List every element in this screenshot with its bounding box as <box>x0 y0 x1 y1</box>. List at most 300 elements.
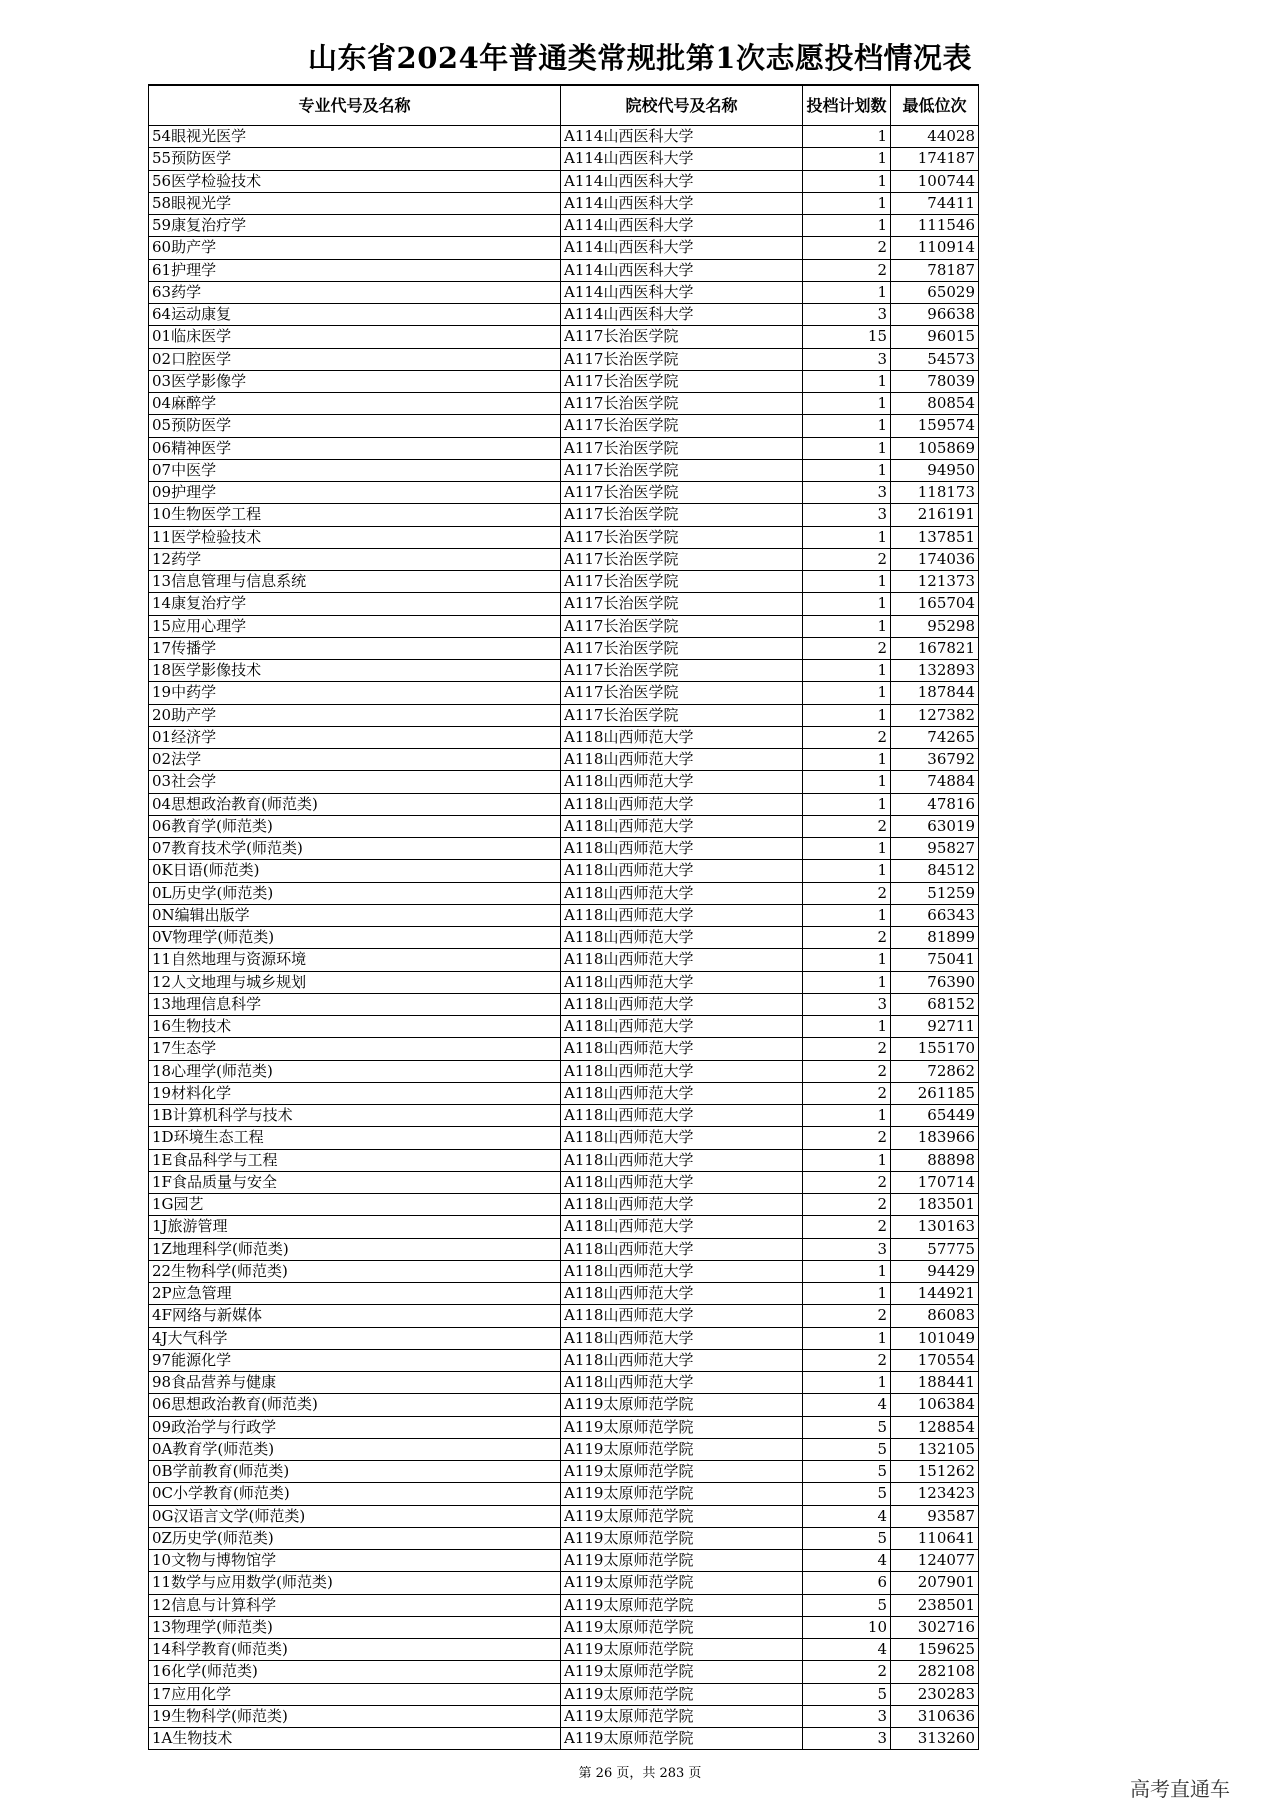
cell-major: 22生物科学(师范类) <box>149 1260 561 1282</box>
table-row <box>149 1705 979 1727</box>
cell-plan: 2 <box>803 548 891 570</box>
cell-rank: 84512 <box>891 860 979 882</box>
cell-school: A118山西师范大学 <box>561 1171 803 1193</box>
cell-rank: 81899 <box>891 927 979 949</box>
cell-plan: 1 <box>803 415 891 437</box>
cell-school: A119太原师范学院 <box>561 1616 803 1638</box>
table-row <box>149 1416 979 1438</box>
cell-major: 14科学教育(师范类) <box>149 1639 561 1661</box>
cell-rank: 65029 <box>891 281 979 303</box>
cell-school: A118山西师范大学 <box>561 860 803 882</box>
table-header-row <box>149 85 979 126</box>
cell-plan: 2 <box>803 259 891 281</box>
cell-plan: 1 <box>803 1149 891 1171</box>
cell-major: 0G汉语言文学(师范类) <box>149 1505 561 1527</box>
cell-school: A118山西师范大学 <box>561 904 803 926</box>
cell-plan: 2 <box>803 927 891 949</box>
cell-school: A118山西师范大学 <box>561 1127 803 1149</box>
cell-plan: 3 <box>803 993 891 1015</box>
cell-rank: 78187 <box>891 259 979 281</box>
table-row <box>149 704 979 726</box>
table-row <box>149 726 979 748</box>
table-row <box>149 393 979 415</box>
table-row <box>149 504 979 526</box>
table-row <box>149 593 979 615</box>
cell-major: 1G园艺 <box>149 1194 561 1216</box>
cell-major: 02法学 <box>149 749 561 771</box>
cell-school: A118山西师范大学 <box>561 1283 803 1305</box>
cell-plan: 2 <box>803 882 891 904</box>
table-row <box>149 1349 979 1371</box>
cell-plan: 1 <box>803 904 891 926</box>
cell-school: A119太原师范学院 <box>561 1461 803 1483</box>
cell-plan: 1 <box>803 1105 891 1127</box>
table-row <box>149 259 979 281</box>
table-row <box>149 326 979 348</box>
cell-major: 11自然地理与资源环境 <box>149 949 561 971</box>
cell-rank: 170554 <box>891 1349 979 1371</box>
cell-major: 56医学检验技术 <box>149 170 561 192</box>
cell-rank: 51259 <box>891 882 979 904</box>
table-row <box>149 526 979 548</box>
table-row <box>149 1305 979 1327</box>
page-footer: 第 26 页，共 283 页 <box>578 1766 702 1781</box>
cell-rank: 127382 <box>891 704 979 726</box>
cell-plan: 1 <box>803 615 891 637</box>
cell-rank: 74411 <box>891 192 979 214</box>
cell-major: 02口腔医学 <box>149 348 561 370</box>
table-row <box>149 971 979 993</box>
cell-plan: 10 <box>803 1616 891 1638</box>
cell-plan: 5 <box>803 1683 891 1705</box>
cell-rank: 44028 <box>891 126 979 148</box>
cell-major: 1J旅游管理 <box>149 1216 561 1238</box>
cell-school: A117长治医学院 <box>561 571 803 593</box>
cell-plan: 3 <box>803 1705 891 1727</box>
cell-rank: 183501 <box>891 1194 979 1216</box>
cell-rank: 47816 <box>891 793 979 815</box>
cell-plan: 1 <box>803 838 891 860</box>
cell-rank: 207901 <box>891 1572 979 1594</box>
cell-major: 63药学 <box>149 281 561 303</box>
table-row <box>149 1461 979 1483</box>
cell-school: A119太原师范学院 <box>561 1639 803 1661</box>
cell-major: 15应用心理学 <box>149 615 561 637</box>
cell-major: 14康复治疗学 <box>149 593 561 615</box>
cell-plan: 15 <box>803 326 891 348</box>
cell-major: 18心理学(师范类) <box>149 1060 561 1082</box>
cell-school: A119太原师范学院 <box>561 1683 803 1705</box>
cell-rank: 238501 <box>891 1594 979 1616</box>
header-rank: 最低位次 <box>891 85 979 126</box>
cell-school: A119太原师范学院 <box>561 1728 803 1750</box>
cell-major: 1B计算机科学与技术 <box>149 1105 561 1127</box>
cell-rank: 93587 <box>891 1505 979 1527</box>
cell-plan: 1 <box>803 1016 891 1038</box>
cell-rank: 167821 <box>891 637 979 659</box>
cell-major: 54眼视光医学 <box>149 126 561 148</box>
cell-major: 0V物理学(师范类) <box>149 927 561 949</box>
cell-school: A118山西师范大学 <box>561 1194 803 1216</box>
cell-plan: 4 <box>803 1639 891 1661</box>
cell-major: 12人文地理与城乡规划 <box>149 971 561 993</box>
cell-plan: 3 <box>803 304 891 326</box>
cell-major: 01经济学 <box>149 726 561 748</box>
cell-rank: 86083 <box>891 1305 979 1327</box>
table-body <box>149 126 979 1750</box>
cell-plan: 4 <box>803 1394 891 1416</box>
table-row <box>149 1639 979 1661</box>
cell-plan: 1 <box>803 860 891 882</box>
table-row <box>149 1594 979 1616</box>
cell-plan: 1 <box>803 370 891 392</box>
table-row <box>149 1438 979 1460</box>
cell-plan: 1 <box>803 459 891 481</box>
cell-major: 59康复治疗学 <box>149 215 561 237</box>
cell-major: 19材料化学 <box>149 1082 561 1104</box>
cell-major: 4F网络与新媒体 <box>149 1305 561 1327</box>
cell-plan: 2 <box>803 815 891 837</box>
cell-school: A119太原师范学院 <box>561 1394 803 1416</box>
cell-plan: 2 <box>803 1305 891 1327</box>
cell-school: A119太原师范学院 <box>561 1527 803 1549</box>
cell-plan: 2 <box>803 1060 891 1082</box>
table-row <box>149 1728 979 1750</box>
cell-rank: 94429 <box>891 1260 979 1282</box>
cell-rank: 302716 <box>891 1616 979 1638</box>
cell-school: A117长治医学院 <box>561 526 803 548</box>
cell-plan: 4 <box>803 1550 891 1572</box>
cell-major: 13地理信息科学 <box>149 993 561 1015</box>
cell-school: A118山西师范大学 <box>561 927 803 949</box>
cell-school: A117长治医学院 <box>561 615 803 637</box>
table-row <box>149 1149 979 1171</box>
cell-rank: 88898 <box>891 1149 979 1171</box>
cell-major: 03医学影像学 <box>149 370 561 392</box>
cell-rank: 187844 <box>891 682 979 704</box>
cell-major: 06思想政治教育(师范类) <box>149 1394 561 1416</box>
cell-plan: 3 <box>803 482 891 504</box>
cell-rank: 124077 <box>891 1550 979 1572</box>
cell-major: 11医学检验技术 <box>149 526 561 548</box>
cell-plan: 2 <box>803 1127 891 1149</box>
cell-major: 60助产学 <box>149 237 561 259</box>
table-row <box>149 615 979 637</box>
table-row <box>149 793 979 815</box>
cell-plan: 2 <box>803 1661 891 1683</box>
cell-plan: 1 <box>803 793 891 815</box>
cell-plan: 1 <box>803 971 891 993</box>
cell-plan: 5 <box>803 1594 891 1616</box>
cell-school: A119太原师范学院 <box>561 1594 803 1616</box>
table-row <box>149 281 979 303</box>
table-row <box>149 1060 979 1082</box>
cell-plan: 2 <box>803 1216 891 1238</box>
cell-major: 10文物与博物馆学 <box>149 1550 561 1572</box>
table-row <box>149 482 979 504</box>
table-row <box>149 1616 979 1638</box>
cell-plan: 1 <box>803 281 891 303</box>
cell-major: 55预防医学 <box>149 148 561 170</box>
cell-major: 61护理学 <box>149 259 561 281</box>
cell-major: 58眼视光学 <box>149 192 561 214</box>
header-major: 专业代号及名称 <box>149 85 561 126</box>
cell-school: A117长治医学院 <box>561 437 803 459</box>
cell-major: 18医学影像技术 <box>149 660 561 682</box>
cell-rank: 76390 <box>891 971 979 993</box>
table-row <box>149 1572 979 1594</box>
cell-school: A117长治医学院 <box>561 459 803 481</box>
cell-rank: 118173 <box>891 482 979 504</box>
cell-plan: 1 <box>803 660 891 682</box>
table-row <box>149 126 979 148</box>
cell-school: A119太原师范学院 <box>561 1416 803 1438</box>
table-row <box>149 548 979 570</box>
table-row <box>149 749 979 771</box>
cell-rank: 96638 <box>891 304 979 326</box>
cell-school: A118山西师范大学 <box>561 815 803 837</box>
cell-major: 06精神医学 <box>149 437 561 459</box>
cell-plan: 1 <box>803 1283 891 1305</box>
cell-rank: 96015 <box>891 326 979 348</box>
cell-major: 97能源化学 <box>149 1349 561 1371</box>
cell-school: A119太原师范学院 <box>561 1661 803 1683</box>
cell-major: 13信息管理与信息系统 <box>149 571 561 593</box>
cell-rank: 63019 <box>891 815 979 837</box>
cell-school: A117长治医学院 <box>561 704 803 726</box>
cell-rank: 132105 <box>891 1438 979 1460</box>
cell-plan: 3 <box>803 1728 891 1750</box>
table-row <box>149 437 979 459</box>
cell-school: A114山西医科大学 <box>561 170 803 192</box>
cell-rank: 72862 <box>891 1060 979 1082</box>
cell-school: A118山西师范大学 <box>561 838 803 860</box>
cell-school: A117长治医学院 <box>561 504 803 526</box>
cell-rank: 313260 <box>891 1728 979 1750</box>
cell-major: 0N编辑出版学 <box>149 904 561 926</box>
cell-school: A117长治医学院 <box>561 326 803 348</box>
cell-rank: 121373 <box>891 571 979 593</box>
cell-major: 19生物科学(师范类) <box>149 1705 561 1727</box>
cell-plan: 5 <box>803 1416 891 1438</box>
cell-rank: 111546 <box>891 215 979 237</box>
table-row <box>149 1238 979 1260</box>
table-row <box>149 993 979 1015</box>
cell-major: 16生物技术 <box>149 1016 561 1038</box>
table-row <box>149 170 979 192</box>
cell-school: A119太原师范学院 <box>561 1550 803 1572</box>
cell-plan: 4 <box>803 1505 891 1527</box>
table-row <box>149 1016 979 1038</box>
cell-major: 05预防医学 <box>149 415 561 437</box>
cell-school: A118山西师范大学 <box>561 971 803 993</box>
table-row <box>149 215 979 237</box>
cell-rank: 110914 <box>891 237 979 259</box>
table-row <box>149 459 979 481</box>
cell-major: 19中药学 <box>149 682 561 704</box>
table-row <box>149 1127 979 1149</box>
cell-rank: 74265 <box>891 726 979 748</box>
table-row <box>149 949 979 971</box>
cell-major: 1A生物技术 <box>149 1728 561 1750</box>
cell-rank: 155170 <box>891 1038 979 1060</box>
cell-school: A118山西师范大学 <box>561 749 803 771</box>
cell-school: A114山西医科大学 <box>561 281 803 303</box>
cell-school: A117长治医学院 <box>561 637 803 659</box>
table-row <box>149 304 979 326</box>
cell-major: 09政治学与行政学 <box>149 1416 561 1438</box>
cell-rank: 144921 <box>891 1283 979 1305</box>
cell-rank: 165704 <box>891 593 979 615</box>
cell-major: 98食品营养与健康 <box>149 1372 561 1394</box>
cell-plan: 1 <box>803 771 891 793</box>
table-row <box>149 838 979 860</box>
cell-plan: 5 <box>803 1483 891 1505</box>
table-row <box>149 860 979 882</box>
cell-school: A117长治医学院 <box>561 548 803 570</box>
cell-plan: 1 <box>803 749 891 771</box>
cell-plan: 1 <box>803 571 891 593</box>
cell-school: A117长治医学院 <box>561 393 803 415</box>
cell-school: A118山西师范大学 <box>561 1016 803 1038</box>
cell-school: A118山西师范大学 <box>561 1349 803 1371</box>
cell-major: 13物理学(师范类) <box>149 1616 561 1638</box>
cell-plan: 1 <box>803 949 891 971</box>
watermark-text: 高考直通车 <box>1130 1777 1230 1801</box>
cell-plan: 2 <box>803 726 891 748</box>
cell-plan: 1 <box>803 437 891 459</box>
table-row <box>149 882 979 904</box>
cell-rank: 310636 <box>891 1705 979 1727</box>
cell-plan: 5 <box>803 1438 891 1460</box>
table-row <box>149 370 979 392</box>
cell-rank: 74884 <box>891 771 979 793</box>
cell-school: A118山西师范大学 <box>561 793 803 815</box>
cell-plan: 1 <box>803 393 891 415</box>
cell-school: A118山西师范大学 <box>561 771 803 793</box>
table-row <box>149 1483 979 1505</box>
cell-school: A119太原师范学院 <box>561 1705 803 1727</box>
page-title: 山东省2024年普通类常规批第1次志愿投档情况表 <box>308 41 972 75</box>
cell-plan: 1 <box>803 1260 891 1282</box>
cell-major: 0Z历史学(师范类) <box>149 1527 561 1549</box>
table-row <box>149 1038 979 1060</box>
cell-rank: 95298 <box>891 615 979 637</box>
table-row <box>149 1394 979 1416</box>
table-row <box>149 1327 979 1349</box>
cell-major: 17应用化学 <box>149 1683 561 1705</box>
cell-rank: 57775 <box>891 1238 979 1260</box>
cell-major: 4J大气科学 <box>149 1327 561 1349</box>
cell-major: 12信息与计算科学 <box>149 1594 561 1616</box>
cell-plan: 1 <box>803 704 891 726</box>
cell-school: A114山西医科大学 <box>561 215 803 237</box>
cell-major: 0A教育学(师范类) <box>149 1438 561 1460</box>
cell-major: 1E食品科学与工程 <box>149 1149 561 1171</box>
cell-rank: 159625 <box>891 1639 979 1661</box>
cell-school: A118山西师范大学 <box>561 1238 803 1260</box>
cell-major: 17生态学 <box>149 1038 561 1060</box>
cell-school: A117长治医学院 <box>561 682 803 704</box>
table-row <box>149 148 979 170</box>
cell-rank: 66343 <box>891 904 979 926</box>
cell-rank: 123423 <box>891 1483 979 1505</box>
cell-school: A118山西师范大学 <box>561 1327 803 1349</box>
cell-major: 04麻醉学 <box>149 393 561 415</box>
cell-rank: 106384 <box>891 1394 979 1416</box>
cell-rank: 94950 <box>891 459 979 481</box>
cell-rank: 128854 <box>891 1416 979 1438</box>
cell-school: A118山西师范大学 <box>561 949 803 971</box>
cell-plan: 3 <box>803 504 891 526</box>
cell-plan: 1 <box>803 1372 891 1394</box>
cell-major: 09护理学 <box>149 482 561 504</box>
cell-rank: 159574 <box>891 415 979 437</box>
cell-major: 07教育技术学(师范类) <box>149 838 561 860</box>
cell-plan: 2 <box>803 1349 891 1371</box>
table-row <box>149 771 979 793</box>
cell-rank: 80854 <box>891 393 979 415</box>
cell-major: 16化学(师范类) <box>149 1661 561 1683</box>
cell-school: A117长治医学院 <box>561 593 803 615</box>
table-row <box>149 815 979 837</box>
cell-plan: 2 <box>803 1082 891 1104</box>
cell-rank: 216191 <box>891 504 979 526</box>
cell-school: A117长治医学院 <box>561 348 803 370</box>
cell-plan: 1 <box>803 192 891 214</box>
cell-school: A118山西师范大学 <box>561 1216 803 1238</box>
cell-school: A118山西师范大学 <box>561 1149 803 1171</box>
table-row <box>149 1283 979 1305</box>
cell-school: A114山西医科大学 <box>561 304 803 326</box>
cell-plan: 5 <box>803 1461 891 1483</box>
cell-school: A119太原师范学院 <box>561 1505 803 1527</box>
cell-school: A118山西师范大学 <box>561 1082 803 1104</box>
cell-plan: 1 <box>803 682 891 704</box>
cell-rank: 261185 <box>891 1082 979 1104</box>
cell-rank: 282108 <box>891 1661 979 1683</box>
cell-school: A114山西医科大学 <box>561 148 803 170</box>
cell-school: A117长治医学院 <box>561 660 803 682</box>
cell-major: 07中医学 <box>149 459 561 481</box>
cell-school: A118山西师范大学 <box>561 1060 803 1082</box>
cell-rank: 137851 <box>891 526 979 548</box>
cell-major: 04思想政治教育(师范类) <box>149 793 561 815</box>
cell-plan: 5 <box>803 1527 891 1549</box>
cell-plan: 3 <box>803 1238 891 1260</box>
cell-rank: 100744 <box>891 170 979 192</box>
table-row <box>149 1082 979 1104</box>
table-row <box>149 1372 979 1394</box>
cell-rank: 36792 <box>891 749 979 771</box>
table-row <box>149 1171 979 1193</box>
cell-school: A117长治医学院 <box>561 482 803 504</box>
cell-major: 1D环境生态工程 <box>149 1127 561 1149</box>
cell-major: 10生物医学工程 <box>149 504 561 526</box>
cell-plan: 2 <box>803 1194 891 1216</box>
cell-school: A114山西医科大学 <box>561 237 803 259</box>
cell-school: A114山西医科大学 <box>561 192 803 214</box>
cell-school: A118山西师范大学 <box>561 1372 803 1394</box>
cell-rank: 110641 <box>891 1527 979 1549</box>
cell-rank: 188441 <box>891 1372 979 1394</box>
cell-school: A119太原师范学院 <box>561 1438 803 1460</box>
cell-plan: 1 <box>803 526 891 548</box>
admission-table <box>148 84 979 1750</box>
cell-plan: 1 <box>803 170 891 192</box>
cell-plan: 2 <box>803 1171 891 1193</box>
table-row <box>149 1661 979 1683</box>
